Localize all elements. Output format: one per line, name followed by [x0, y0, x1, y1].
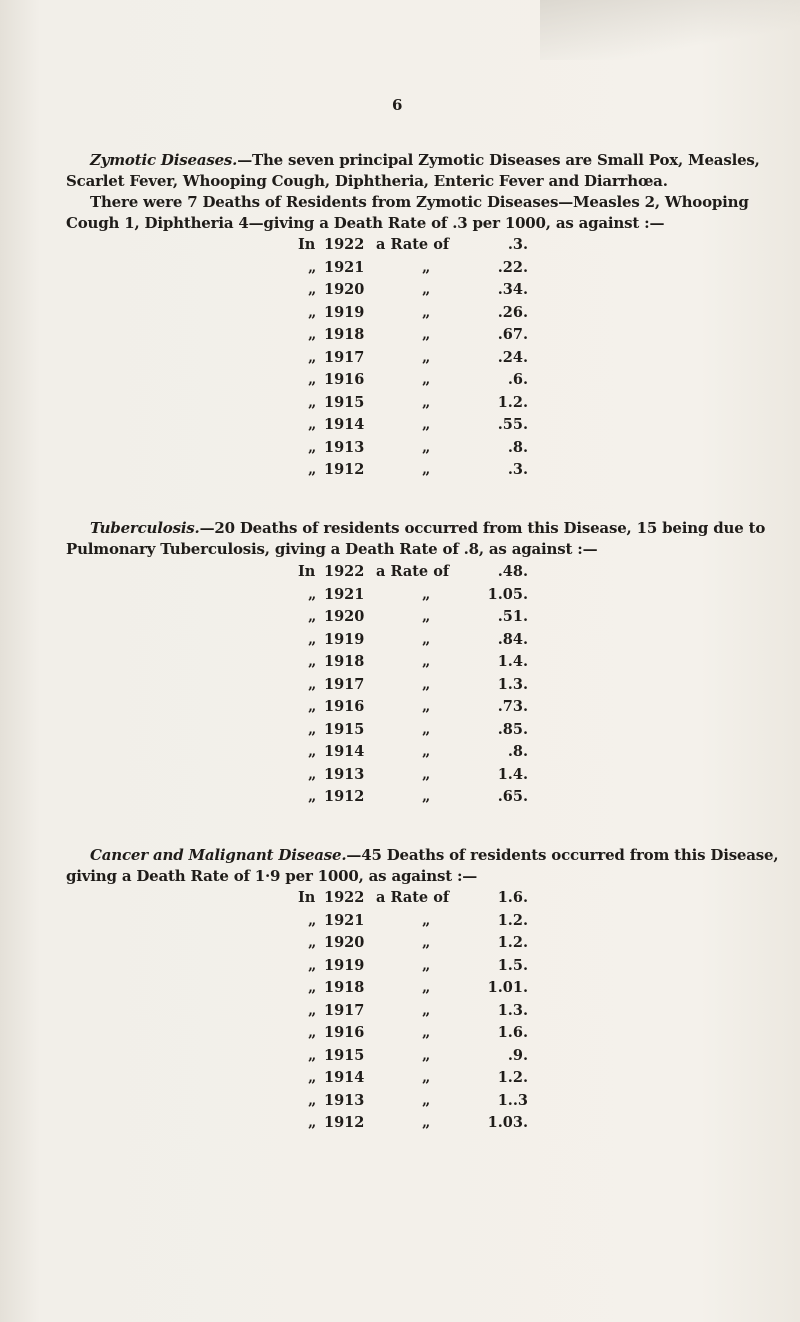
ditto-mark: „: [422, 1024, 431, 1041]
row-value: 1.4.: [497, 765, 528, 783]
row-value: 1.5.: [497, 956, 528, 974]
rate-row: [298, 698, 558, 721]
rate-row: [298, 957, 558, 980]
row-value: .22.: [497, 258, 528, 276]
ditto-mark: „: [308, 675, 317, 693]
rate-row: [298, 934, 558, 957]
ditto-mark: „: [422, 393, 431, 411]
row-value: 1.6.: [497, 1024, 528, 1041]
ditto-mark: „: [422, 608, 431, 625]
page-number: 6: [392, 96, 403, 114]
row-value: .8.: [507, 743, 528, 760]
row-year: 1922: [324, 236, 365, 253]
ditto-mark: „: [422, 1091, 431, 1109]
row-prefix: In: [298, 889, 316, 906]
row-value: 1..3: [497, 1091, 528, 1109]
ditto-mark: „: [308, 1024, 317, 1041]
rate-row: [298, 304, 558, 327]
rate-row: [298, 1069, 558, 1092]
page-shadow: [540, 0, 800, 60]
cancer-text-1: —45 Deaths of residents occurred from this Disease,: [346, 846, 779, 864]
row-value: .67.: [497, 326, 528, 343]
ditto-mark: „: [422, 371, 431, 388]
rate-row: [298, 721, 558, 744]
row-year: 1915: [324, 393, 365, 411]
zymotic-text-4: Cough 1, Diphtheria 4—giving a Death Rate of .3 per 1000, as against :—: [66, 214, 665, 232]
ditto-mark: „: [308, 653, 317, 670]
ditto-mark: „: [422, 956, 431, 974]
cancer-paragraph: [66, 845, 782, 887]
row-year: 1918: [324, 979, 365, 996]
ditto-mark: „: [422, 1114, 431, 1131]
ditto-mark: „: [422, 461, 431, 478]
row-year: 1914: [324, 743, 365, 760]
row-value: .3.: [507, 236, 528, 253]
ditto-mark: „: [308, 303, 317, 321]
ditto-mark: „: [422, 416, 431, 433]
row-year: 1919: [324, 956, 365, 974]
ditto-mark: „: [308, 1001, 317, 1019]
row-value: .85.: [497, 720, 528, 738]
rate-row: [298, 416, 558, 439]
row-year: 1918: [324, 653, 365, 670]
ditto-mark: „: [422, 934, 431, 951]
ditto-mark: „: [308, 1091, 317, 1109]
ditto-mark: „: [308, 461, 317, 478]
zymotic-text-2: Scarlet Fever, Whooping Cough, Diphtheria, Enteric Fever and Diarrhœa.: [66, 172, 668, 190]
row-value: 1.05.: [487, 585, 528, 603]
row-year: 1920: [324, 608, 365, 625]
ditto-mark: „: [308, 608, 317, 625]
row-value: 1.3.: [497, 1001, 528, 1019]
ditto-mark: „: [422, 788, 431, 805]
rate-row: [298, 1047, 558, 1070]
tuberculosis-text-2: Pulmonary Tuberculosis, giving a Death Rate of .8, as against :—: [66, 540, 598, 558]
tuberculosis-text-1: —20 Deaths of residents occurred from this Disease, 15 being due to: [199, 519, 766, 537]
zymotic-rate-table: [298, 236, 558, 484]
row-year: 1916: [324, 1024, 365, 1041]
ditto-mark: „: [308, 416, 317, 433]
ditto-mark: „: [422, 765, 431, 783]
row-year: 1917: [324, 1001, 365, 1019]
rate-row: [298, 912, 558, 935]
row-value: .48.: [497, 563, 528, 580]
row-value: 1.01.: [487, 979, 528, 996]
row-value: .84.: [497, 630, 528, 648]
row-value: .73.: [497, 698, 528, 715]
ditto-mark: „: [422, 303, 431, 321]
row-value: .34.: [497, 281, 528, 298]
ditto-mark: „: [422, 911, 431, 929]
ditto-mark: „: [422, 675, 431, 693]
row-rate-label: a Rate of: [376, 236, 450, 253]
rate-row: [298, 889, 558, 912]
ditto-mark: „: [422, 653, 431, 670]
zymotic-paragraph: [66, 150, 782, 234]
ditto-mark: „: [308, 911, 317, 929]
rate-row: [298, 1114, 558, 1137]
row-year: 1922: [324, 563, 365, 580]
row-year: 1916: [324, 698, 365, 715]
rate-row: [298, 1002, 558, 1025]
cancer-rate-table: [298, 889, 558, 1137]
row-value: .65.: [497, 788, 528, 805]
ditto-mark: „: [308, 743, 317, 760]
ditto-mark: „: [422, 348, 431, 366]
row-value: .51.: [497, 608, 528, 625]
ditto-mark: „: [308, 1114, 317, 1131]
zymotic-heading: Zymotic Diseases.: [90, 151, 238, 169]
row-value: .26.: [497, 303, 528, 321]
rate-row: [298, 1092, 558, 1115]
ditto-mark: „: [422, 720, 431, 738]
ditto-mark: „: [422, 585, 431, 603]
rate-row: [298, 349, 558, 372]
ditto-mark: „: [422, 630, 431, 648]
row-year: 1913: [324, 765, 365, 783]
ditto-mark: „: [308, 630, 317, 648]
ditto-mark: „: [308, 585, 317, 603]
row-value: .9.: [507, 1046, 528, 1064]
ditto-mark: „: [308, 281, 317, 298]
ditto-mark: „: [422, 1069, 431, 1086]
ditto-mark: „: [308, 258, 317, 276]
row-year: 1913: [324, 1091, 365, 1109]
ditto-mark: „: [308, 788, 317, 805]
row-value: 1.2.: [497, 393, 528, 411]
row-value: .8.: [507, 438, 528, 456]
cancer-heading: Cancer and Malignant Disease.: [90, 846, 347, 864]
cancer-text-2: giving a Death Rate of 1·9 per 1000, as against :—: [66, 867, 478, 885]
rate-row: [298, 631, 558, 654]
row-value: .3.: [507, 461, 528, 478]
row-year: 1913: [324, 438, 365, 456]
ditto-mark: „: [308, 326, 317, 343]
row-value: 1.2.: [497, 934, 528, 951]
row-rate-label: a Rate of: [376, 563, 450, 580]
rate-row: [298, 1024, 558, 1047]
rate-row: [298, 563, 558, 586]
rate-row: [298, 259, 558, 282]
rate-row: [298, 326, 558, 349]
rate-row: [298, 653, 558, 676]
rate-row: [298, 236, 558, 259]
row-year: 1912: [324, 788, 365, 805]
row-value: 1.6.: [497, 889, 528, 906]
rate-row: [298, 979, 558, 1002]
rate-row: [298, 676, 558, 699]
rate-row: [298, 371, 558, 394]
ditto-mark: „: [308, 934, 317, 951]
ditto-mark: „: [422, 258, 431, 276]
row-year: 1917: [324, 675, 365, 693]
row-year: 1912: [324, 461, 365, 478]
ditto-mark: „: [308, 698, 317, 715]
row-year: 1920: [324, 934, 365, 951]
ditto-mark: „: [422, 1001, 431, 1019]
row-year: 1919: [324, 630, 365, 648]
rate-row: [298, 608, 558, 631]
row-year: 1917: [324, 348, 365, 366]
ditto-mark: „: [308, 1069, 317, 1086]
row-year: 1920: [324, 281, 365, 298]
row-year: 1921: [324, 585, 365, 603]
ditto-mark: „: [422, 698, 431, 715]
zymotic-text-3: There were 7 Deaths of Residents from Zymotic Diseases—Measles 2, Whooping: [90, 193, 749, 211]
rate-row: [298, 461, 558, 484]
ditto-mark: „: [308, 1046, 317, 1064]
row-rate-label: a Rate of: [376, 889, 450, 906]
row-value: .24.: [497, 348, 528, 366]
row-year: 1912: [324, 1114, 365, 1131]
row-year: 1919: [324, 303, 365, 321]
rate-row: [298, 743, 558, 766]
ditto-mark: „: [308, 371, 317, 388]
zymotic-text-1: —The seven principal Zymotic Diseases are Small Pox, Measles,: [237, 151, 760, 169]
row-year: 1921: [324, 911, 365, 929]
rate-row: [298, 766, 558, 789]
row-value: .6.: [507, 371, 528, 388]
row-value: .55.: [497, 416, 528, 433]
row-value: 1.4.: [497, 653, 528, 670]
ditto-mark: „: [422, 281, 431, 298]
ditto-mark: „: [308, 765, 317, 783]
row-year: 1915: [324, 1046, 365, 1064]
row-prefix: In: [298, 236, 316, 253]
ditto-mark: „: [422, 1046, 431, 1064]
row-year: 1918: [324, 326, 365, 343]
tuberculosis-rate-table: [298, 563, 558, 811]
row-year: 1916: [324, 371, 365, 388]
ditto-mark: „: [308, 956, 317, 974]
row-value: 1.03.: [487, 1114, 528, 1131]
ditto-mark: „: [308, 438, 317, 456]
row-value: 1.3.: [497, 675, 528, 693]
row-prefix: In: [298, 563, 316, 580]
row-value: 1.2.: [497, 911, 528, 929]
ditto-mark: „: [422, 326, 431, 343]
rate-row: [298, 281, 558, 304]
ditto-mark: „: [308, 393, 317, 411]
rate-row: [298, 439, 558, 462]
row-value: 1.2.: [497, 1069, 528, 1086]
ditto-mark: „: [422, 438, 431, 456]
rate-row: [298, 586, 558, 609]
rate-row: [298, 788, 558, 811]
row-year: 1914: [324, 1069, 365, 1086]
rate-row: [298, 394, 558, 417]
ditto-mark: „: [308, 979, 317, 996]
tuberculosis-heading: Tuberculosis.: [90, 519, 200, 537]
row-year: 1914: [324, 416, 365, 433]
row-year: 1922: [324, 889, 365, 906]
ditto-mark: „: [308, 348, 317, 366]
row-year: 1921: [324, 258, 365, 276]
tuberculosis-paragraph: [66, 518, 782, 560]
row-year: 1915: [324, 720, 365, 738]
ditto-mark: „: [422, 743, 431, 760]
ditto-mark: „: [422, 979, 431, 996]
ditto-mark: „: [308, 720, 317, 738]
